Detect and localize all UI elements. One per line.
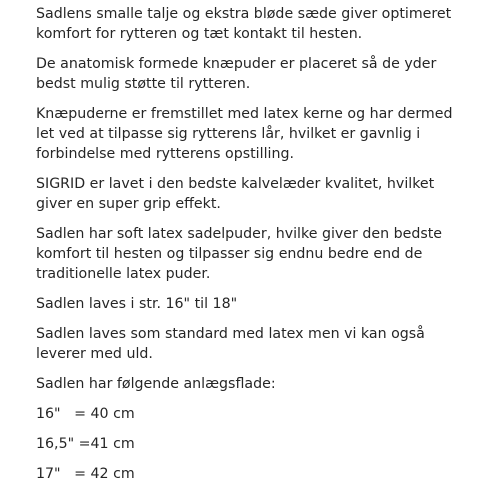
description-paragraph: SIGRID er lavet i den bedste kalvelæder kvalitet, hvilket giver en super grip effekt. [36, 176, 435, 212]
description-paragraph: Sadlen laves som standard med latex men vi kan også leverer med uld. [36, 326, 425, 362]
product-description [36, 0, 466, 494]
description-paragraph: Sadlen laves i str. 16" til 18" [36, 296, 238, 312]
size-spec-line: 17" = 42 cm [36, 466, 135, 482]
size-spec-line: 16,5" =41 cm [36, 436, 135, 452]
description-paragraph: Knæpuderne er fremstillet med latex kerne og har dermed let ved at tilpasse sig rytterens lår, hvilket er gavnlig i forbindelse med rytterens opstilling. [36, 106, 453, 162]
description-paragraph: Sadlen har følgende anlægsflade: [36, 376, 276, 392]
description-paragraph: Sadlen har soft latex sadelpuder, hvilke giver den bedste komfort til hesten og tilpasser sig endnu bedre end de traditionelle latex puder. [36, 226, 443, 282]
description-paragraph: De anatomisk formede knæpuder er placeret så de yder bedst mulig støtte til rytteren. [36, 56, 437, 92]
description-paragraph: Sadlens smalle talje og ekstra bløde sæde giver optimeret komfort for rytteren og tæt kontakt til hesten. [36, 6, 452, 42]
size-spec-line: 16" = 40 cm [36, 406, 135, 422]
